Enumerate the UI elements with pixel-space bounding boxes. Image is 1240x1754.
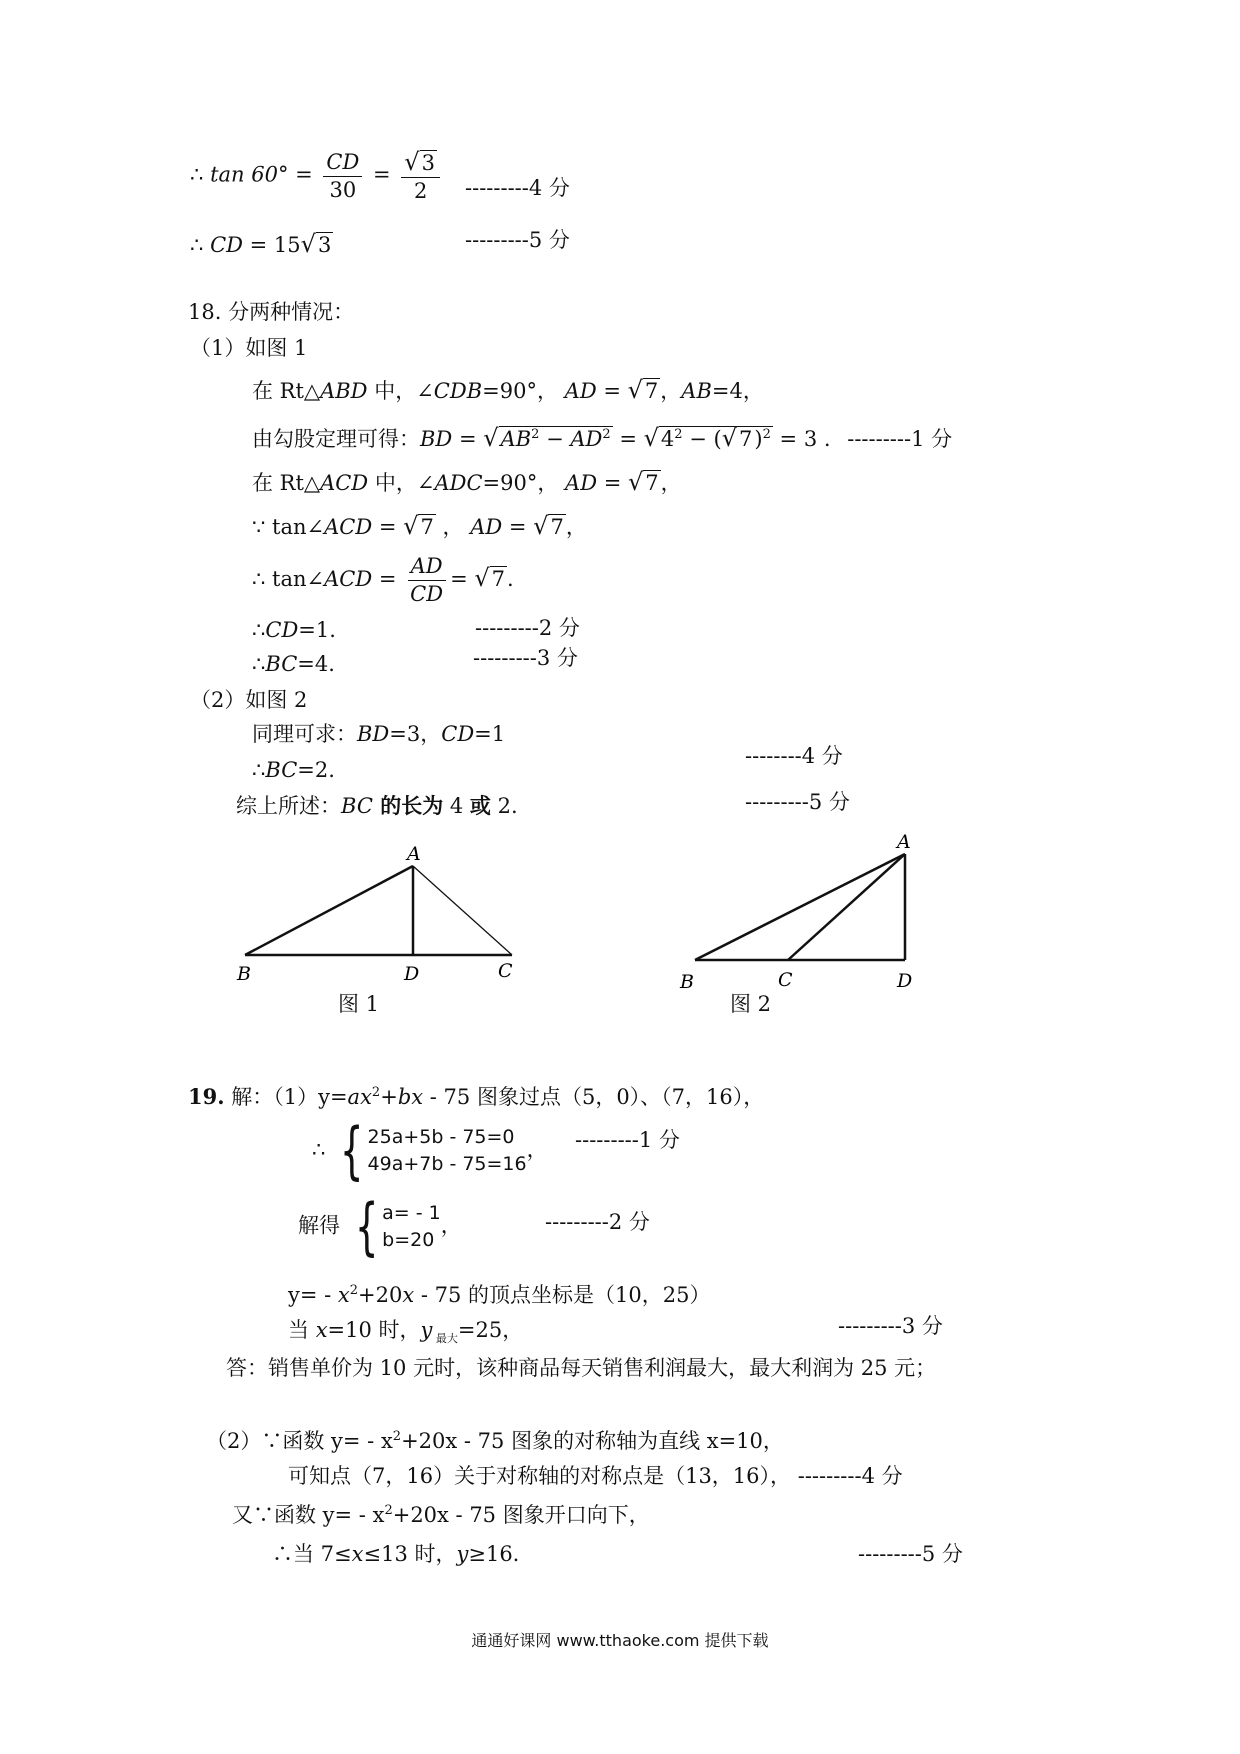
score-label: ---------2 分 [545, 1210, 650, 1234]
q18-line2: 由勾股定理可得：BD = $√AB^2 - AD^2 = √4^2 - (√7)^2 = 3$ . ---------1 分 [252, 424, 953, 452]
t: +20 [358, 1283, 403, 1307]
label-b: B [237, 963, 251, 985]
therefore-symbol: ∴ [190, 162, 204, 187]
frac-num: AD [408, 556, 446, 581]
equals: = [373, 162, 391, 187]
sqrt-arg: 7 [491, 567, 506, 591]
sqrt-arg: 7 [644, 379, 659, 403]
t: =1 [474, 722, 506, 746]
q18-line8 [252, 724, 505, 745]
t: AB [681, 379, 712, 403]
t: 综上所述： [236, 794, 341, 818]
t: ∵ tan∠ [252, 515, 325, 539]
t: ， [565, 515, 587, 539]
t: =2. [297, 758, 335, 782]
t: x [315, 1318, 328, 1342]
label-c: C [778, 969, 793, 991]
t: =4， [711, 379, 764, 403]
t: +20x - 75 图象的对称轴为直线 x=10， [401, 1429, 784, 1453]
t: 可知点（7，16）关于对称轴的对称点是（13，16）， [288, 1464, 792, 1488]
score-label: ---------4 分 [465, 176, 570, 200]
equation-row: b=20 [382, 1229, 435, 1251]
sqrt-arg: 7 [550, 515, 564, 539]
score-label: ---------1 分 [575, 1128, 680, 1152]
t: ACD [324, 567, 373, 591]
t: AD [565, 471, 598, 495]
t: AD [570, 427, 603, 451]
t: 2 [531, 427, 540, 442]
q17-cd-line: ∴ CD = 15√3 [190, 230, 332, 258]
t: 最大 [432, 1332, 458, 1346]
q19-answer: 答：销售单价为 10 元时，该种商品每天销售利润最大，最大利润为 25 元； [226, 1356, 937, 1380]
t: 当 [288, 1318, 316, 1342]
sqrt-arg: 7 [420, 515, 434, 539]
t: y [420, 1318, 433, 1342]
equation-row: a= - 1 [382, 1202, 441, 1224]
t: x [351, 1542, 364, 1566]
t: = [372, 515, 404, 539]
t: ax [347, 1085, 372, 1109]
t: y [456, 1542, 469, 1566]
sqrt-arg: 7 [645, 471, 659, 495]
t: AD [564, 379, 597, 403]
score-label: ---------5 分 [858, 1542, 963, 1566]
t: = [612, 427, 644, 451]
t: − [539, 427, 571, 451]
figure-1-diagram [230, 840, 540, 990]
t: ACD [320, 471, 369, 495]
label-c: C [498, 960, 513, 982]
equation-row: 25a+5b - 75=0 [367, 1126, 515, 1148]
t: 中，∠ [367, 379, 434, 403]
t: ， [435, 515, 464, 539]
page-footer: 通通好课网 www.tthaoke.com 提供下载 [471, 1631, 769, 1650]
t: +20x - 75 图象开口向下， [392, 1503, 650, 1527]
score-label: ---------3 分 [838, 1314, 943, 1338]
q19-part2-line4 [272, 1544, 519, 1565]
t: 2 [371, 1085, 381, 1100]
q17-tan-line [190, 150, 444, 202]
t: 7 [739, 427, 753, 451]
t: 同理可求： [252, 722, 357, 746]
t: 解得 [298, 1213, 340, 1238]
t: ∴ [252, 758, 266, 782]
score-label: ---------4 分 [797, 1464, 903, 1488]
t: bx [397, 1085, 424, 1109]
t: ) [754, 427, 763, 451]
t: ACD [324, 515, 373, 539]
q19-solution [298, 1190, 462, 1263]
fraction-cd-30 [323, 149, 362, 202]
t: =3， [389, 722, 442, 746]
therefore-symbol: ∴ [312, 1137, 326, 1162]
t: 4 [660, 427, 675, 451]
t: − ( [682, 427, 722, 451]
q18-line9 [252, 760, 335, 781]
t: ， [660, 379, 682, 403]
solution-system: { a= - 1 b=20 [354, 1190, 441, 1263]
t: x [402, 1283, 415, 1307]
t: =90°， [482, 471, 559, 495]
t: BD [357, 722, 390, 746]
cd-val: = 15 [242, 233, 301, 257]
t: 或 [469, 793, 491, 818]
t: = 3 . [772, 427, 831, 451]
t: = [372, 567, 397, 591]
label-a: A [407, 843, 421, 865]
t: ∴当 7≤ [272, 1542, 352, 1566]
figure-2-diagram [675, 830, 935, 1000]
score-label: ---------3 分 [473, 646, 578, 670]
t: BD [420, 427, 453, 451]
t: - 75 的顶点坐标是（10，25） [414, 1283, 711, 1307]
q18-summary [236, 795, 518, 817]
q18-line6 [252, 620, 336, 641]
q19-vertex-line [288, 1284, 711, 1306]
q18-line5: ∴ tan∠ACD = $\frac{AD}{CD}$ = √7. [252, 554, 514, 606]
t: ∴ [252, 652, 266, 676]
t: ∴ tan∠ [252, 567, 325, 591]
t: ABD [320, 379, 368, 403]
q19-part2-line1 [206, 1430, 784, 1452]
t: AD [470, 515, 503, 539]
t: . [507, 567, 514, 591]
fraction-sqrt3-2: $\frac{√3}{2}$ [401, 150, 440, 202]
equation-row: 49a+7b - 75=16 [367, 1153, 527, 1175]
t: 2. [490, 794, 518, 818]
frac-den: 2 [413, 179, 428, 203]
t: 2 [349, 1283, 359, 1298]
t: 2 [384, 1503, 393, 1518]
t: 解：（1）y= [224, 1085, 348, 1109]
t: x [337, 1283, 350, 1307]
t: CD [265, 618, 299, 642]
q18-case1: （1）如图 1 [190, 336, 308, 360]
t: CD [441, 722, 475, 746]
score-label: ---------2 分 [475, 616, 580, 640]
t: 的长为 [372, 793, 444, 818]
t: 2 [674, 427, 683, 442]
q18-case2: （2）如图 2 [190, 688, 308, 712]
t: = [450, 567, 475, 591]
q19-part2-line3 [232, 1504, 650, 1526]
t: 又∵函数 y= - x [232, 1503, 385, 1527]
q18-line7 [252, 654, 335, 675]
t: =4. [297, 652, 335, 676]
t: CDB [433, 379, 483, 403]
t: 在 Rt△ [252, 471, 321, 495]
t: BC [265, 652, 298, 676]
score-label: ---------5 分 [745, 790, 850, 814]
frac-den: 30 [329, 177, 357, 202]
t: = [596, 379, 628, 403]
t: = [502, 515, 534, 539]
t: ≥16. [468, 1542, 520, 1566]
q18-line3: 在 Rt△ACD 中，∠ADC=90°， AD = √7， [252, 468, 682, 496]
t: 由勾股定理可得： [252, 427, 420, 451]
label-a: A [897, 831, 911, 853]
question-number: 19. [188, 1084, 225, 1109]
q18-heading: 18. 分两种情况： [188, 300, 355, 324]
therefore-symbol: ∴ [190, 233, 204, 257]
t: 2 [602, 427, 611, 442]
label-b: B [680, 971, 694, 993]
t: （2）∵函数 y= - x [206, 1429, 393, 1453]
t: BC [265, 758, 298, 782]
t: ， [440, 1213, 462, 1238]
sqrt-arg: 3 [317, 233, 332, 257]
sqrt-arg: 3 [421, 151, 435, 175]
t: = [452, 427, 484, 451]
q19-part2-line2 [288, 1466, 903, 1487]
score-label: --------4 分 [745, 744, 843, 768]
label-d: D [897, 970, 913, 992]
fraction-ad-cd [407, 556, 446, 605]
t: =10 时， [327, 1318, 421, 1342]
t: y= - [288, 1283, 338, 1307]
t: =1. [298, 618, 336, 642]
t: 中，∠ [368, 471, 435, 495]
segment-ab [245, 866, 413, 955]
label-d: D [404, 963, 420, 985]
t: =25， [457, 1318, 524, 1342]
tan-lhs: tan 60° = [210, 162, 313, 187]
score-label: ---------5 分 [465, 228, 570, 252]
t: AB [500, 427, 532, 451]
equation-system: { 25a+5b - 75=0 49a+7b - 75=16 [339, 1114, 527, 1187]
frac-num: CD [323, 152, 362, 177]
t: ≤13 时， [363, 1542, 457, 1566]
q18-line1: 在 Rt△ABD 中，∠CDB=90°， AD = √7，AB=4， [252, 376, 764, 404]
segment-ac [413, 866, 512, 955]
t: + [380, 1085, 398, 1109]
t: ADC [434, 471, 483, 495]
t: ， [526, 1137, 548, 1162]
cd-lhs: CD [210, 233, 243, 257]
figure-1-caption: 图 1 [338, 992, 380, 1016]
t: 4 [443, 794, 470, 818]
figure-2-caption: 图 2 [730, 992, 772, 1016]
t: ， [660, 471, 682, 495]
t: BC [341, 794, 373, 818]
score-label: ---------1 分 [847, 427, 953, 451]
t: 2 [762, 427, 771, 442]
frac-den: CD [410, 582, 444, 606]
t: 2 [392, 1429, 402, 1444]
q19-max-line [288, 1320, 523, 1344]
segment-ac [788, 854, 905, 960]
q18-line4: ∵ tan∠ACD = √7 ， AD = √7， [252, 512, 587, 540]
q19-system [312, 1114, 548, 1187]
t: 在 Rt△ [252, 379, 321, 403]
t: =90°， [482, 379, 558, 403]
segment-ab [695, 854, 905, 960]
t: ∴ [252, 618, 266, 642]
q19-line1 [188, 1086, 764, 1108]
t: - 75 图象过点（5，0）、（7，16）， [423, 1085, 765, 1109]
t: = [597, 471, 628, 495]
